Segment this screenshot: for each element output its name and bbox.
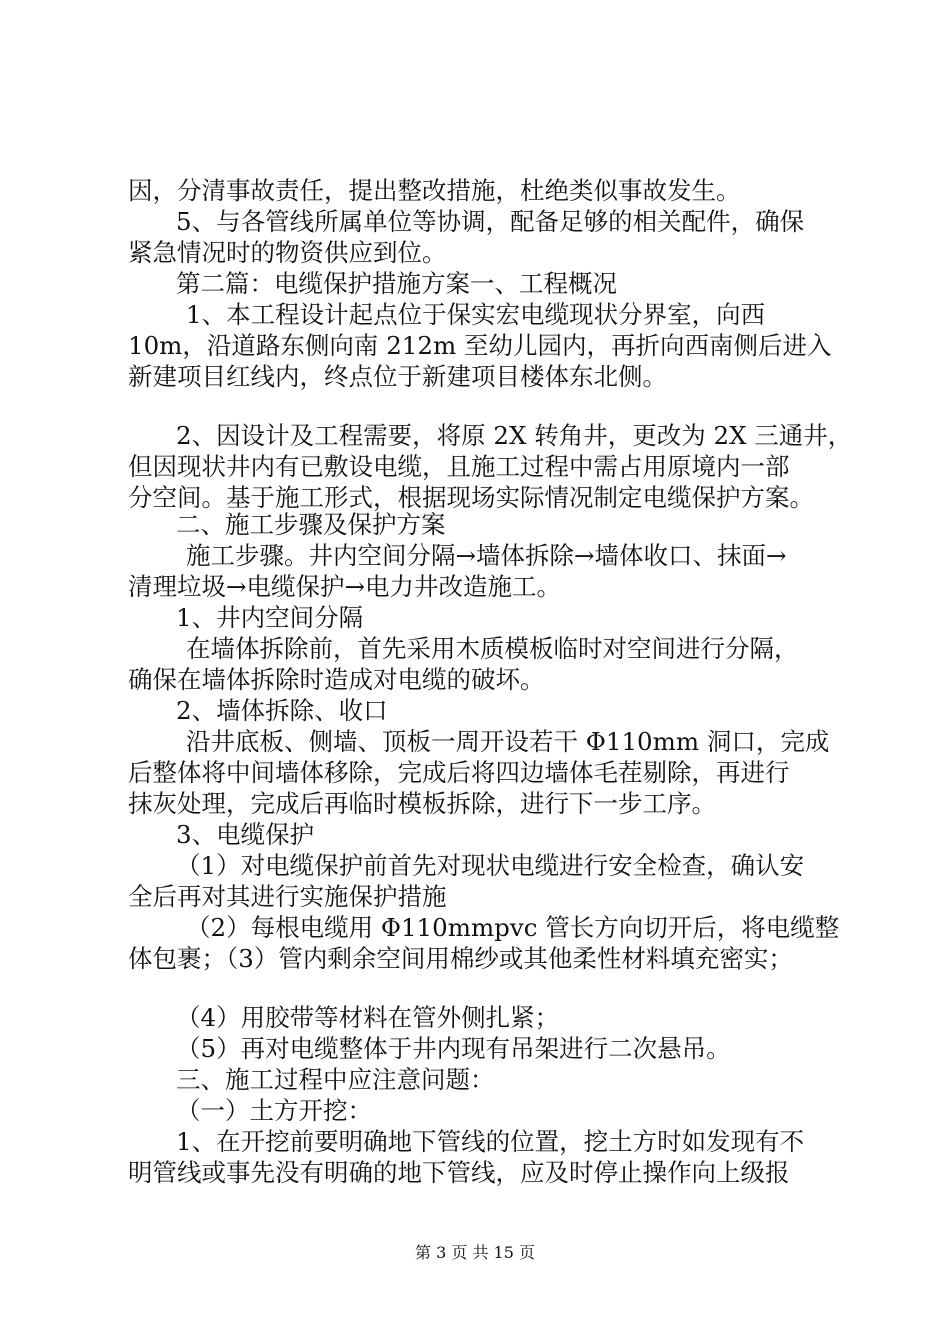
text-line: 抹灰处理，完成后再临时模板拆除，进行下一步工序。 [128, 789, 716, 818]
text-line: （2）每根电缆用 Φ110mmpvc 管长方向切开后，将电缆整 [186, 913, 840, 942]
subheading: 1、井内空间分隔 [176, 603, 364, 632]
text-line: 明管线或事先没有明确的地下管线，应及时停止操作向上级报 [128, 1158, 790, 1187]
text-line: 确保在墙体拆除时造成对电缆的破坏。 [128, 665, 545, 694]
text-line: （5）再对电缆整体于井内现有吊架进行二次悬吊。 [176, 1034, 731, 1063]
text-line: 全后再对其进行实施保护措施 [128, 882, 447, 911]
text-line: 因，分清事故责任，提出整改措施，杜绝类似事故发生。 [128, 176, 741, 205]
text-line: 10m，沿道路东侧向南 212m 至幼儿园内，再折向西南侧后进入 [128, 331, 832, 360]
text-line: 1、在开挖前要明确地下管线的位置，挖土方时如发现有不 [176, 1127, 805, 1156]
section-heading: 第二篇：电缆保护措施方案一、工程概况 [176, 269, 617, 298]
text-line: （1）对电缆保护前首先对现状电缆进行安全检查，确认安 [176, 851, 805, 880]
section-heading: 三、施工过程中应注意问题： [176, 1065, 495, 1094]
text-line: （4）用胶带等材料在管外侧扎紧； [176, 1003, 560, 1032]
text-line: 清理垃圾→电缆保护→电力井改造施工。 [128, 572, 562, 601]
text-line: 分空间。基于施工形式，根据现场实际情况制定电缆保护方案。 [128, 483, 814, 512]
page-number-footer: 第 3 页 共 15 页 [415, 1243, 535, 1262]
subheading: （一）土方开挖： [176, 1096, 372, 1125]
text-line: 施工步骤。井内空间分隔→墙体拆除→墙体收口、抹面→ [186, 541, 787, 570]
subheading: 3、电缆保护 [176, 820, 315, 849]
text-line: 体包裹；（3）管内剩余空间用棉纱或其他柔性材料填充密实； [128, 944, 793, 973]
text-line: 新建项目红线内，终点位于新建项目楼体东北侧。 [128, 362, 667, 391]
text-line: 后整体将中间墙体移除，完成后将四边墙体毛茬剔除，再进行 [128, 758, 790, 787]
section-heading: 二、施工步骤及保护方案 [176, 510, 446, 539]
text-line: 沿井底板、侧墙、顶板一周开设若干 Φ110mm 洞口，完成 [186, 727, 830, 756]
text-line: 但因现状井内有已敷设电缆，且施工过程中需占用原境内一部 [128, 452, 790, 481]
text-line: 紧急情况时的物资供应到位。 [128, 238, 447, 267]
text-line: 2、因设计及工程需要，将原 2X 转角井，更改为 2X 三通井， [176, 421, 853, 450]
text-line: 1、本工程设计起点位于保实宏电缆现状分界室，向西 [186, 300, 766, 329]
text-line: 5、与各管线所属单位等协调，配备足够的相关配件，确保 [176, 207, 805, 236]
text-line: 在墙体拆除前，首先采用木质模板临时对空间进行分隔， [186, 634, 799, 663]
subheading: 2、墙体拆除、收口 [176, 696, 388, 725]
